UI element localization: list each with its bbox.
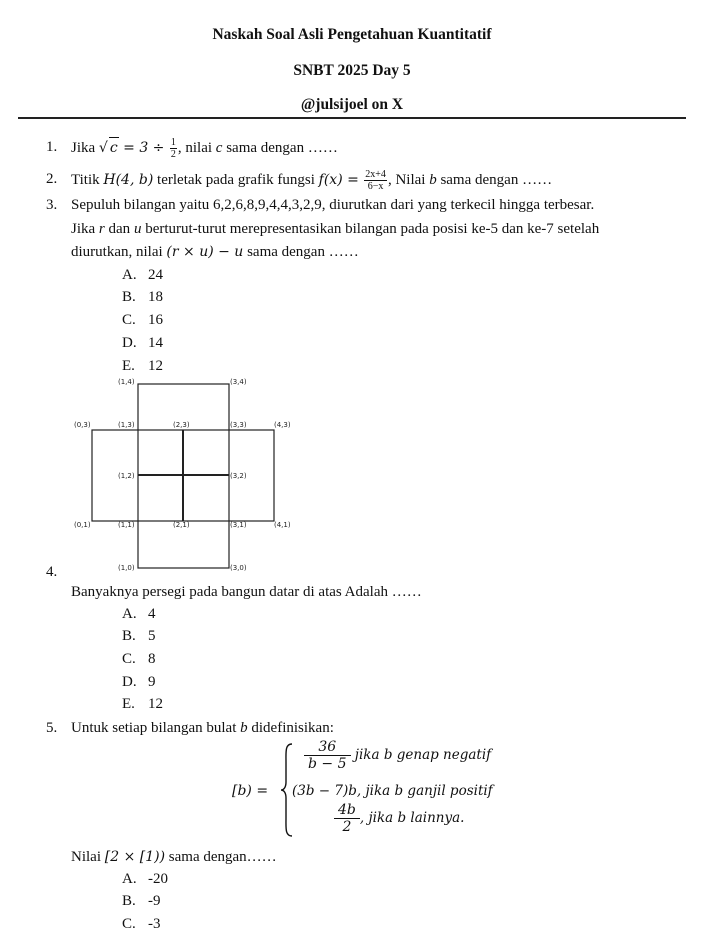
q5-option-c-letter: C. [122,916,136,932]
q1-frac-d: 2 [170,149,176,161]
q2-text-c: , Nilai [387,171,430,188]
label-2-3: (2,3) [173,421,190,429]
label-3-4: (3,4) [230,378,247,386]
q4-option-b-letter: B. [122,628,136,644]
q4-option-d[interactable] [122,672,156,692]
label-2-1: (2,1) [173,521,190,529]
q5-lhs: [b) = [232,783,269,799]
q5-text-b: didefinisikan: [247,720,334,736]
header-divider [18,117,686,119]
q5-number: 5. [46,720,58,736]
q5-case1-d: b − 5 [308,756,347,772]
q3-option-a-value: 24 [148,267,163,283]
q3-line3-b: sama dengan …… [243,244,359,260]
q3-line2-c: berturut-turut merepresentasikan bilangan pada posisi ke-5 dan ke-7 setelah [141,221,600,237]
label-4-1: (4,1) [274,521,291,529]
document-title: Naskah Soal Asli Pengetahuan Kuantitatif [212,26,492,43]
q4-option-b[interactable] [122,626,156,646]
q2-frac-d: 6−x [367,181,384,192]
q2-number: 2. [46,171,58,187]
q1-number: 1. [46,139,58,155]
q1-sqrt-arg: c [109,137,119,158]
label-0-1: (0,1) [74,521,91,529]
q4-option-e-letter: E. [122,696,135,712]
q4-option-a-letter: A. [122,606,137,622]
label-1-2: (1,2) [118,472,135,480]
q2-text-d: sama dengan …… [436,171,553,188]
q3-line2 [71,219,599,239]
q1-fraction [170,137,177,160]
q3-line2-a: Jika [71,221,99,237]
q2-text [71,169,552,192]
q3-line3-a: diurutkan, nilai [71,244,167,260]
label-3-1: (3,1) [230,521,247,529]
q3-line2-b: dan [104,221,134,237]
q3-option-b-value: 18 [148,289,163,305]
q5-case3-n: 4b [334,802,360,819]
q5-case-2: (3b − 7)b, jika b ganjil positif [292,783,493,799]
q3-option-d-value: 14 [148,335,163,351]
q4-option-d-value: 9 [148,674,156,690]
q5-option-b-value: -9 [148,893,161,909]
q2-point: H(4, b) [103,171,154,188]
q3-line1: Sepuluh bilangan yaitu 6,2,6,8,9,4,4,3,2,9, diurutkan dari yang terkecil hingga terbesar. [71,197,595,213]
q1-text [71,137,338,160]
q5-case-1 [304,739,491,772]
q2-fraction [364,169,387,192]
label-1-1: (1,1) [118,521,135,529]
q5-case1-n: 36 [304,739,351,756]
q4-option-b-value: 5 [148,628,156,644]
q5-option-c-value: -3 [148,916,161,932]
q1-sqrt: √ c [99,140,119,156]
q4-option-a-value: 4 [148,606,156,622]
q3-option-c[interactable] [122,310,163,330]
q5-ask-expr: [2 × [1)) [104,849,166,865]
q2-frac-n: 2x+4 [365,169,386,180]
q3-option-d[interactable] [122,333,163,353]
q3-option-e-letter: E. [122,358,135,374]
q3-line3 [71,242,359,262]
q4-option-e[interactable] [122,694,163,714]
q2-var: b [429,171,437,188]
q1-var: c [215,140,223,156]
q1-text-a: Jika [71,140,99,156]
q5-option-a-value: -20 [148,871,168,887]
q5-case3-d: 2 [342,819,352,835]
q5-ask-b: sama dengan…… [165,849,277,865]
q4-option-e-value: 12 [148,696,163,712]
q4-number: 4. [46,564,58,580]
label-1-4: (1,4) [118,378,135,386]
q4-figure [60,374,310,574]
q5-var: b [240,720,248,736]
q4-option-d-letter: D. [122,674,137,690]
q5-case3-frac [334,802,360,835]
q4-option-c-value: 8 [148,651,156,667]
document-subtitle: SNBT 2025 Day 5 [293,62,411,79]
q2-text-b: terletak pada grafik fungsi [153,171,319,188]
document-author: @julsijoel on X [300,96,404,113]
q4-option-a[interactable] [122,604,156,624]
q5-text [71,718,334,738]
q2-text-a: Titik [71,171,104,188]
q5-option-c[interactable] [122,914,161,934]
q3-option-b[interactable] [122,287,163,307]
q5-ask-a: Nilai [71,849,105,865]
q4-option-c-letter: C. [122,651,136,667]
q3-option-a-letter: A. [122,267,137,283]
label-0-3: (0,3) [74,421,91,429]
q3-option-c-letter: C. [122,312,136,328]
label-3-0: (3,0) [230,564,247,572]
q1-text-b: , nilai [177,140,216,156]
q3-option-e[interactable] [122,356,163,376]
q3-option-c-value: 16 [148,312,163,328]
q1-frac-n: 1 [170,137,176,149]
label-3-2: (3,2) [230,472,247,480]
q3-expr: (r × u) − u [166,244,244,260]
q5-case1-frac [304,739,351,772]
q1-eq: = 3 ÷ [118,140,169,156]
q5-option-a-letter: A. [122,871,137,887]
q5-case1-txt: jika b genap negatif [350,746,492,763]
q4-option-c[interactable] [122,649,156,669]
q3-option-a[interactable] [122,265,163,285]
q5-case3-txt: , jika b lainnya. [359,809,465,826]
q5-option-a[interactable] [122,869,168,889]
label-1-0: (1,0) [118,564,135,572]
q3-var-u: u [133,221,142,237]
q5-case-3 [334,802,464,835]
q5-question [71,847,277,867]
q5-option-b[interactable] [122,891,161,911]
q3-option-d-letter: D. [122,335,137,351]
label-4-3: (4,3) [274,421,291,429]
q2-func: f(x) = [318,171,364,188]
label-1-3: (1,3) [118,421,135,429]
q5-text-a: Untuk setiap bilangan bulat [71,720,241,736]
label-3-3: (3,3) [230,421,247,429]
q5-option-b-letter: B. [122,893,136,909]
q4-text: Banyaknya persegi pada bangun datar di atas Adalah …… [71,584,422,600]
q1-text-c: sama dengan …… [222,140,338,156]
q3-number: 3. [46,197,58,213]
q3-option-b-letter: B. [122,289,136,305]
q3-option-e-value: 12 [148,358,163,374]
q3-var-r: r [98,221,105,237]
